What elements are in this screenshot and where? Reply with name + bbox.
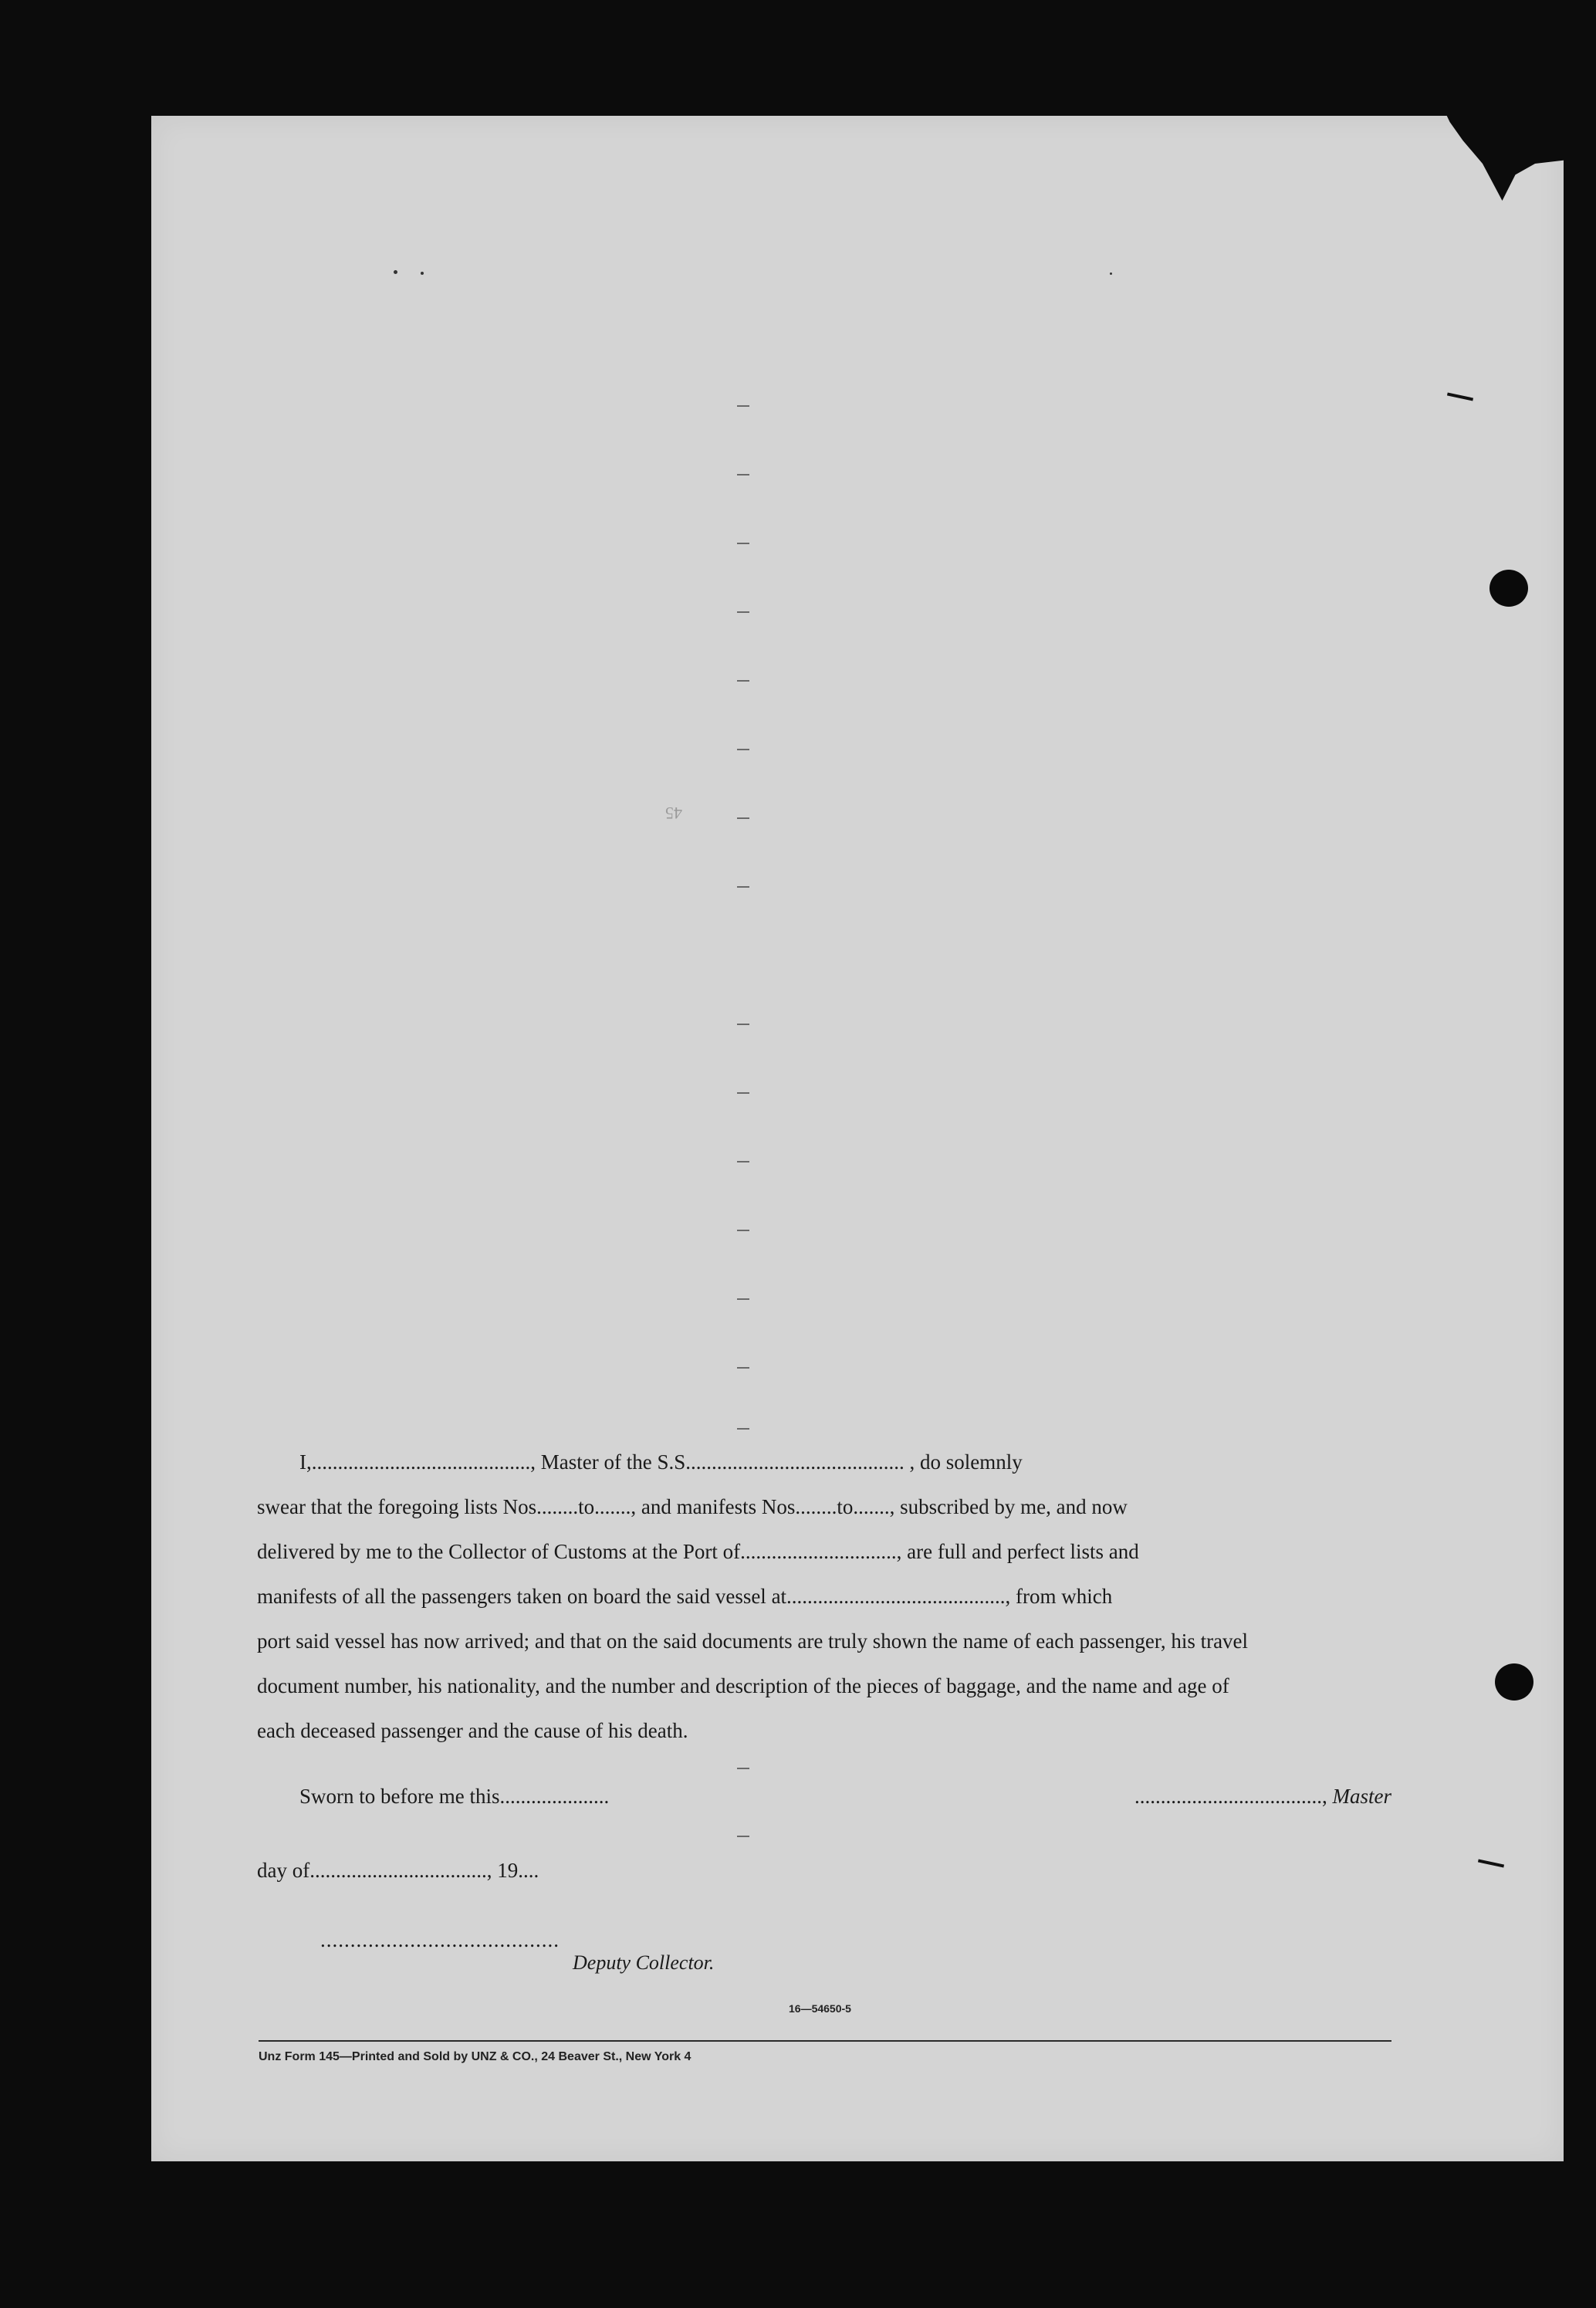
oath-line: swear that the foregoing lists Nos........to......., and manifests Nos........to......., subscribed by me, and now bbox=[257, 1495, 1128, 1518]
specks bbox=[1110, 272, 1112, 275]
oath-line: delivered by me to the Collector of Customs at the Port of.............................., are full and perfect lists and bbox=[257, 1540, 1139, 1563]
punch-hole bbox=[1489, 570, 1528, 607]
faint-mark: 45 bbox=[665, 804, 682, 823]
fold-mark bbox=[737, 680, 749, 682]
collector-signature-line: ........................................ bbox=[320, 1928, 560, 1951]
fold-mark bbox=[737, 817, 749, 819]
form-code: 16—54650-5 bbox=[789, 2002, 851, 2015]
specks bbox=[394, 270, 397, 274]
printer-line: Unz Form 145—Printed and Sold by UNZ & CO., 24 Beaver St., New York 4 bbox=[259, 2050, 691, 2063]
sworn-label: Sworn to before me this..................... bbox=[299, 1785, 610, 1808]
collector-label: Deputy Collector. bbox=[573, 1951, 715, 1974]
fold-mark bbox=[737, 1024, 749, 1025]
fold-mark bbox=[737, 543, 749, 544]
fold-mark bbox=[737, 1092, 749, 1094]
fold-mark bbox=[737, 749, 749, 750]
fold-mark bbox=[737, 1836, 749, 1837]
fold-mark bbox=[737, 611, 749, 613]
fold-mark bbox=[737, 1367, 749, 1369]
day-line: day of.................................., 19.... bbox=[257, 1859, 539, 1882]
fold-mark bbox=[737, 1161, 749, 1162]
master-signature bbox=[1134, 1785, 1391, 1809]
master-label: Master bbox=[1332, 1785, 1391, 1808]
fold-mark bbox=[737, 474, 749, 475]
master-dots: ...................................., bbox=[1134, 1785, 1327, 1808]
oath-line: port said vessel has now arrived; and that on the said documents are truly shown the name of each passenger, his travel bbox=[257, 1629, 1249, 1653]
oath-line: manifests of all the passengers taken on board the said vessel at.........................................., from which bbox=[257, 1585, 1113, 1608]
fold-mark bbox=[737, 1298, 749, 1300]
fold-mark bbox=[737, 1230, 749, 1231]
fold-mark bbox=[737, 886, 749, 888]
fold-mark bbox=[737, 1428, 749, 1430]
oath-line: document number, his nationality, and the number and description of the pieces of baggage, and the name and age of bbox=[257, 1674, 1229, 1697]
oath-line: I,.........................................., Master of the S.S.......................................... , do solemnly bbox=[299, 1450, 1023, 1474]
document-page bbox=[151, 116, 1564, 2161]
punch-hole bbox=[1495, 1663, 1533, 1701]
fold-mark bbox=[737, 1768, 749, 1769]
specks bbox=[421, 272, 424, 275]
oath-line: each deceased passenger and the cause of his death. bbox=[257, 1719, 688, 1742]
fold-mark bbox=[737, 405, 749, 407]
oath-paragraph bbox=[257, 1440, 1391, 1753]
divider bbox=[259, 2040, 1391, 2042]
